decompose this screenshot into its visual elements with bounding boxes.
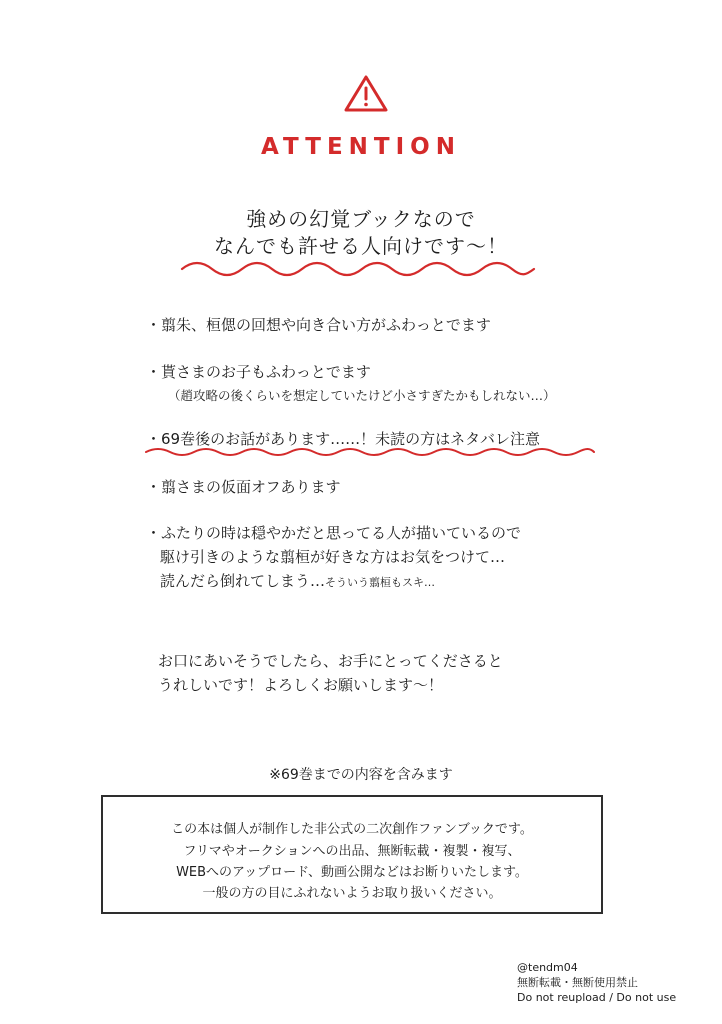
credit-jp: 無断転載・無断使用禁止 bbox=[517, 976, 638, 989]
list-item-text: 読んだら倒れてしまう… bbox=[160, 572, 326, 590]
list-item-continuation bbox=[160, 570, 435, 591]
credit-en: Do not reupload / Do not use bbox=[517, 991, 677, 1004]
closing-line-1: お口にあいそうでしたら、お手にとってくださると bbox=[158, 652, 503, 670]
list-item-aside: そういう翦桓もスキ… bbox=[325, 576, 436, 589]
credit-handle: @tendm04 bbox=[517, 961, 578, 974]
red-wavy-underline bbox=[180, 258, 536, 278]
list-item: ・翦朱、桓偲の回想や向き合い方がふわっとでます bbox=[146, 316, 491, 334]
warning-triangle-icon bbox=[343, 74, 389, 114]
disclaimer-line: この本は個人が制作した非公式の二次創作ファンブックです。 bbox=[171, 822, 533, 837]
list-item-continuation: 駆け引きのような翦桓が好きな方はお気をつけて… bbox=[160, 548, 506, 566]
list-item: ・ふたりの時は穏やかだと思ってる人が描いているので bbox=[146, 524, 522, 542]
lead-line-2: なんでも許せる人向けです〜！ bbox=[214, 234, 508, 258]
list-item: ・69巻後のお話があります……！未読の方はネタバレ注意 bbox=[146, 430, 540, 448]
disclaimer-line: フリマやオークションへの出品、無断転載・複製・複写、 bbox=[183, 844, 521, 859]
red-wavy-underline bbox=[144, 445, 596, 459]
disclaimer-line: WEBへのアップロード、動画公開などはお断りいたします。 bbox=[176, 865, 528, 880]
attention-title: ATTENTION bbox=[261, 134, 461, 160]
list-item-note: （趙攻略の後くらいを想定していたけど小さすぎたかもしれない…） bbox=[168, 388, 556, 403]
content-note: ※69巻までの内容を含みます bbox=[269, 767, 453, 783]
lead-line-1: 強めの幻覚ブックなので bbox=[246, 207, 476, 231]
disclaimer-line: 一般の方の目にふれないようお取り扱いください。 bbox=[202, 886, 502, 901]
closing-line-2: うれしいです！よろしくお願いします〜！ bbox=[158, 676, 444, 694]
list-item: ・貰さまのお子もふわっとでます bbox=[146, 363, 371, 381]
list-item: ・翦さまの仮面オフあります bbox=[146, 478, 341, 496]
